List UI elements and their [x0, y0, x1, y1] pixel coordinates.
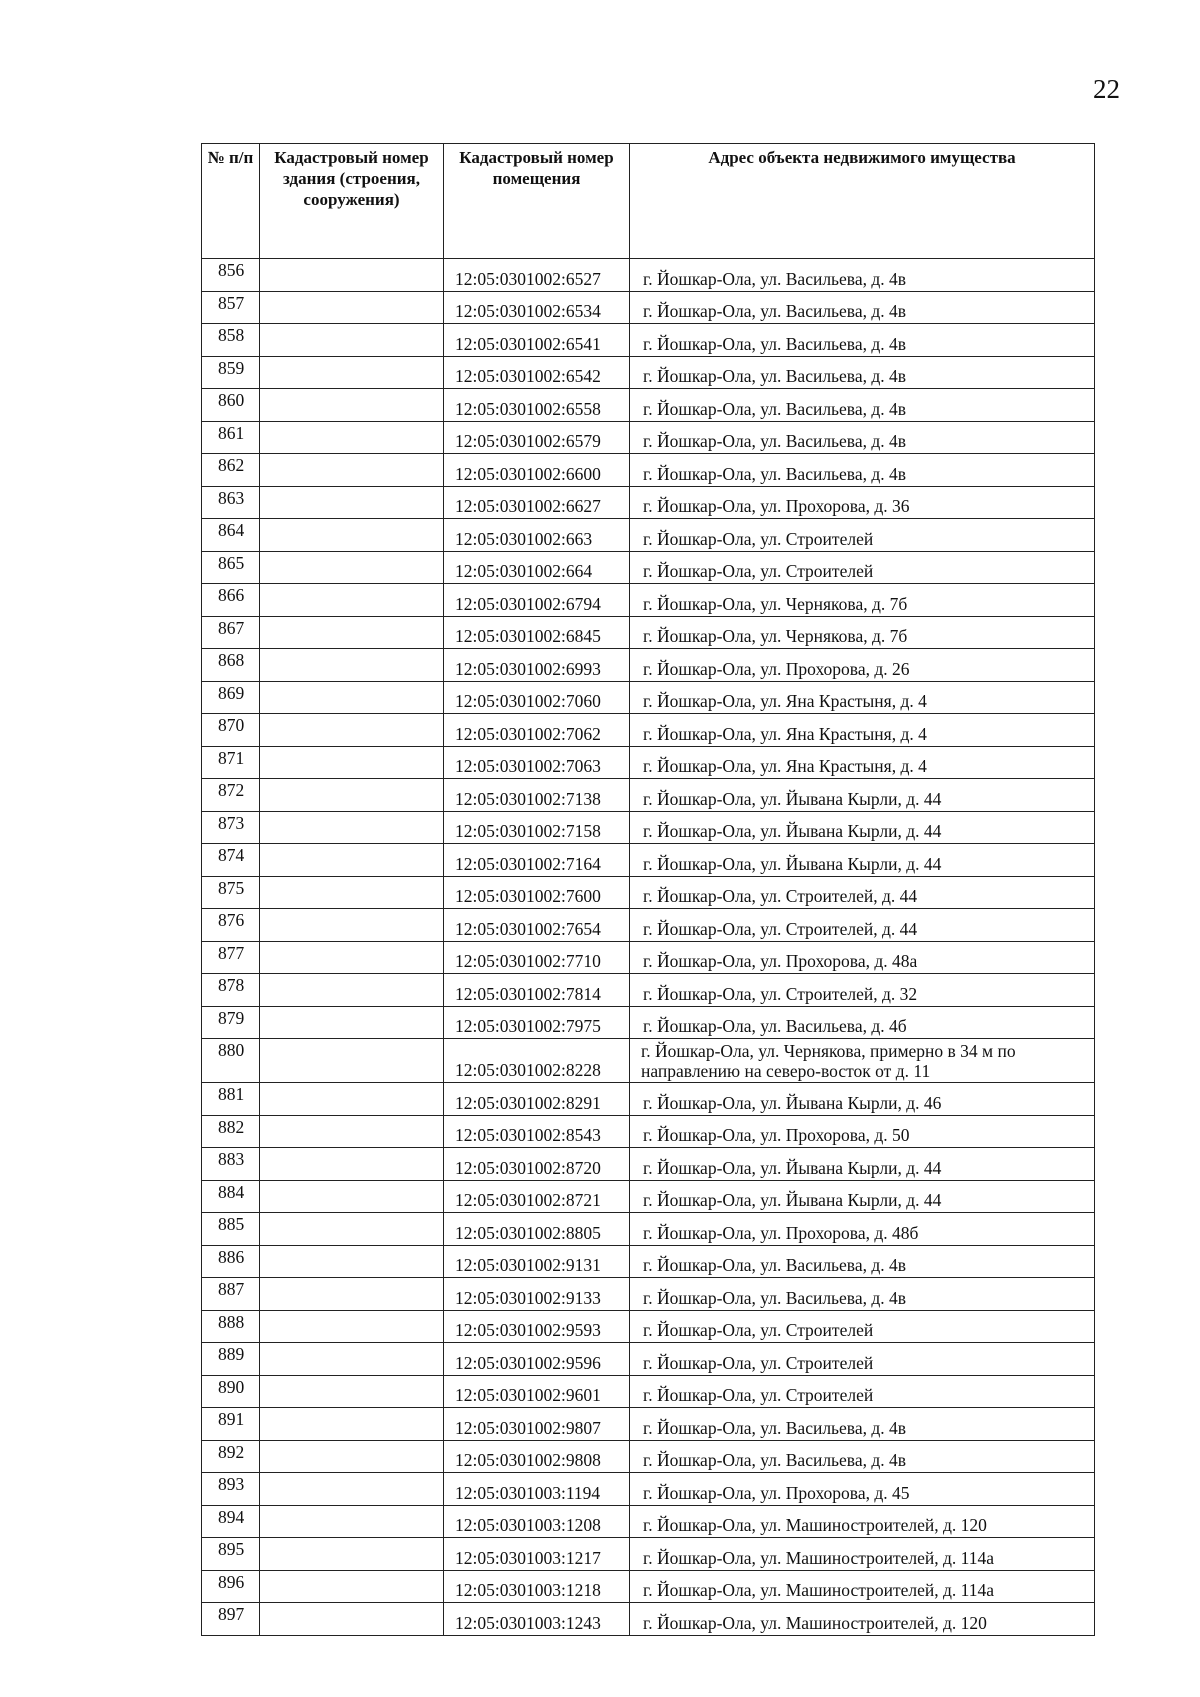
address-cell: г. Йошкар-Ола, ул. Строителей [630, 1343, 1095, 1376]
address-cell: г. Йошкар-Ола, ул. Прохорова, д. 26 [630, 649, 1095, 682]
table-row [202, 1310, 1095, 1343]
building-cadastral-cell [260, 909, 444, 942]
premises-cadastral-cell: 12:05:0301002:6627 [444, 486, 630, 519]
row-number: 869 [202, 681, 260, 714]
building-cadastral-cell [260, 1505, 444, 1538]
table-row [202, 1006, 1095, 1039]
address-cell: г. Йошкар-Ола, ул. Васильева, д. 4в [630, 1278, 1095, 1311]
address-cell: г. Йошкар-Ола, ул. Васильева, д. 4в [630, 1440, 1095, 1473]
header-num: № п/п [202, 144, 260, 259]
table-row [202, 941, 1095, 974]
table-row [202, 1180, 1095, 1213]
address-cell: г. Йошкар-Ола, ул. Васильева, д. 4б [630, 1006, 1095, 1039]
table-row [202, 844, 1095, 877]
premises-cadastral-cell: 12:05:0301002:9131 [444, 1245, 630, 1278]
building-cadastral-cell [260, 1245, 444, 1278]
building-cadastral-cell [260, 1375, 444, 1408]
building-cadastral-cell [260, 1039, 444, 1083]
building-cadastral-cell [260, 551, 444, 584]
address-cell: г. Йошкар-Ола, ул. Яна Крастыня, д. 4 [630, 746, 1095, 779]
table-body [202, 259, 1095, 1636]
building-cadastral-cell [260, 1310, 444, 1343]
building-cadastral-cell [260, 584, 444, 617]
row-number: 876 [202, 909, 260, 942]
address-cell: г. Йошкар-Ола, ул. Васильева, д. 4в [630, 389, 1095, 422]
premises-cadastral-cell: 12:05:0301002:663 [444, 519, 630, 552]
address-cell: г. Йошкар-Ола, ул. Йывана Кырли, д. 44 [630, 779, 1095, 812]
address-cell: г. Йошкар-Ола, ул. Прохорова, д. 50 [630, 1115, 1095, 1148]
row-number: 889 [202, 1343, 260, 1376]
row-number: 864 [202, 519, 260, 552]
address-cell: г. Йошкар-Ола, ул. Прохорова, д. 48б [630, 1213, 1095, 1246]
header-address: Адрес объекта недвижимого имущества [630, 144, 1095, 259]
address-cell: г. Йошкар-Ола, ул. Строителей [630, 1310, 1095, 1343]
premises-cadastral-cell: 12:05:0301002:6845 [444, 616, 630, 649]
property-table [201, 143, 1095, 1636]
building-cadastral-cell [260, 486, 444, 519]
row-number: 865 [202, 551, 260, 584]
address-cell: г. Йошкар-Ола, ул. Йывана Кырли, д. 44 [630, 1148, 1095, 1181]
table-row [202, 1440, 1095, 1473]
address-cell: г. Йошкар-Ола, ул. Васильева, д. 4в [630, 259, 1095, 292]
table-row [202, 1505, 1095, 1538]
row-number: 862 [202, 454, 260, 487]
premises-cadastral-cell: 12:05:0301002:7814 [444, 974, 630, 1007]
address-cell: г. Йошкар-Ола, ул. Машиностроителей, д. 114а [630, 1538, 1095, 1571]
table-row [202, 779, 1095, 812]
building-cadastral-cell [260, 1083, 444, 1116]
table-row [202, 909, 1095, 942]
building-cadastral-cell [260, 616, 444, 649]
row-number: 888 [202, 1310, 260, 1343]
table-row [202, 421, 1095, 454]
table-row [202, 616, 1095, 649]
address-cell: г. Йошкар-Ола, ул. Строителей [630, 1375, 1095, 1408]
address-cell: г. Йошкар-Ола, ул. Строителей [630, 551, 1095, 584]
premises-cadastral-cell: 12:05:0301002:7063 [444, 746, 630, 779]
premises-cadastral-cell: 12:05:0301002:6542 [444, 356, 630, 389]
address-cell: г. Йошкар-Ола, ул. Васильева, д. 4в [630, 454, 1095, 487]
building-cadastral-cell [260, 649, 444, 682]
table-row [202, 1245, 1095, 1278]
address-cell: г. Йошкар-Ола, ул. Строителей [630, 519, 1095, 552]
table-row [202, 291, 1095, 324]
building-cadastral-cell [260, 1180, 444, 1213]
address-cell: г. Йошкар-Ола, ул. Яна Крастыня, д. 4 [630, 714, 1095, 747]
address-cell: г. Йошкар-Ола, ул. Йывана Кырли, д. 44 [630, 1180, 1095, 1213]
premises-cadastral-cell: 12:05:0301002:8228 [444, 1039, 630, 1083]
row-number: 892 [202, 1440, 260, 1473]
row-number: 856 [202, 259, 260, 292]
premises-cadastral-cell: 12:05:0301002:7600 [444, 876, 630, 909]
row-number: 880 [202, 1039, 260, 1083]
table-row [202, 1473, 1095, 1506]
table-header-row [202, 144, 1095, 259]
table-row [202, 1213, 1095, 1246]
row-number: 882 [202, 1115, 260, 1148]
table-row [202, 876, 1095, 909]
premises-cadastral-cell: 12:05:0301003:1208 [444, 1505, 630, 1538]
row-number: 885 [202, 1213, 260, 1246]
row-number: 878 [202, 974, 260, 1007]
row-number: 884 [202, 1180, 260, 1213]
address-cell: г. Йошкар-Ола, ул. Машиностроителей, д. 120 [630, 1603, 1095, 1636]
premises-cadastral-cell: 12:05:0301002:7158 [444, 811, 630, 844]
building-cadastral-cell [260, 454, 444, 487]
table-row [202, 519, 1095, 552]
premises-cadastral-cell: 12:05:0301003:1217 [444, 1538, 630, 1571]
premises-cadastral-cell: 12:05:0301002:7164 [444, 844, 630, 877]
table-row [202, 389, 1095, 422]
building-cadastral-cell [260, 779, 444, 812]
table-row [202, 551, 1095, 584]
building-cadastral-cell [260, 974, 444, 1007]
address-cell: г. Йошкар-Ола, ул. Васильева, д. 4в [630, 356, 1095, 389]
premises-cadastral-cell: 12:05:0301002:6579 [444, 421, 630, 454]
building-cadastral-cell [260, 356, 444, 389]
address-cell: г. Йошкар-Ола, ул. Машиностроителей, д. 120 [630, 1505, 1095, 1538]
table-row [202, 1115, 1095, 1148]
address-cell: г. Йошкар-Ола, ул. Васильева, д. 4в [630, 291, 1095, 324]
row-number: 883 [202, 1148, 260, 1181]
premises-cadastral-cell: 12:05:0301002:7138 [444, 779, 630, 812]
row-number: 874 [202, 844, 260, 877]
header-building-cadastral: Кадастровый номер здания (строения, сооружения) [260, 144, 444, 259]
table-row [202, 324, 1095, 357]
row-number: 881 [202, 1083, 260, 1116]
building-cadastral-cell [260, 1278, 444, 1311]
building-cadastral-cell [260, 1603, 444, 1636]
premises-cadastral-cell: 12:05:0301002:7060 [444, 681, 630, 714]
building-cadastral-cell [260, 714, 444, 747]
building-cadastral-cell [260, 876, 444, 909]
premises-cadastral-cell: 12:05:0301002:6558 [444, 389, 630, 422]
premises-cadastral-cell: 12:05:0301002:8805 [444, 1213, 630, 1246]
row-number: 877 [202, 941, 260, 974]
row-number: 895 [202, 1538, 260, 1571]
page-number: 22 [1093, 74, 1120, 104]
table-row [202, 1538, 1095, 1571]
building-cadastral-cell [260, 1408, 444, 1441]
premises-cadastral-cell: 12:05:0301002:9601 [444, 1375, 630, 1408]
table-row [202, 486, 1095, 519]
table-row [202, 259, 1095, 292]
table-row [202, 1375, 1095, 1408]
premises-cadastral-cell: 12:05:0301002:6794 [444, 584, 630, 617]
row-number: 896 [202, 1570, 260, 1603]
table-row [202, 584, 1095, 617]
row-number: 863 [202, 486, 260, 519]
table-row [202, 1039, 1095, 1083]
row-number: 879 [202, 1006, 260, 1039]
row-number: 860 [202, 389, 260, 422]
row-number: 897 [202, 1603, 260, 1636]
building-cadastral-cell [260, 519, 444, 552]
building-cadastral-cell [260, 324, 444, 357]
building-cadastral-cell [260, 1570, 444, 1603]
row-number: 875 [202, 876, 260, 909]
table-row [202, 811, 1095, 844]
premises-cadastral-cell: 12:05:0301002:6993 [444, 649, 630, 682]
row-number: 868 [202, 649, 260, 682]
premises-cadastral-cell: 12:05:0301002:8543 [444, 1115, 630, 1148]
table-row [202, 454, 1095, 487]
building-cadastral-cell [260, 1343, 444, 1376]
premises-cadastral-cell: 12:05:0301002:9807 [444, 1408, 630, 1441]
premises-cadastral-cell: 12:05:0301002:6527 [444, 259, 630, 292]
row-number: 859 [202, 356, 260, 389]
building-cadastral-cell [260, 1148, 444, 1181]
address-cell: г. Йошкар-Ола, ул. Строителей, д. 44 [630, 876, 1095, 909]
row-number: 887 [202, 1278, 260, 1311]
table-row [202, 681, 1095, 714]
address-cell: г. Йошкар-Ола, ул. Васильева, д. 4в [630, 1245, 1095, 1278]
table-row [202, 1148, 1095, 1181]
row-number: 871 [202, 746, 260, 779]
building-cadastral-cell [260, 421, 444, 454]
address-cell: г. Йошкар-Ола, ул. Йывана Кырли, д. 44 [630, 811, 1095, 844]
building-cadastral-cell [260, 1115, 444, 1148]
row-number: 872 [202, 779, 260, 812]
row-number: 873 [202, 811, 260, 844]
premises-cadastral-cell: 12:05:0301003:1194 [444, 1473, 630, 1506]
building-cadastral-cell [260, 681, 444, 714]
table-row [202, 1083, 1095, 1116]
building-cadastral-cell [260, 746, 444, 779]
premises-cadastral-cell: 12:05:0301002:6600 [444, 454, 630, 487]
building-cadastral-cell [260, 1538, 444, 1571]
address-cell: г. Йошкар-Ола, ул. Машиностроителей, д. 114а [630, 1570, 1095, 1603]
premises-cadastral-cell: 12:05:0301002:8291 [444, 1083, 630, 1116]
address-cell: г. Йошкар-Ола, ул. Васильева, д. 4в [630, 421, 1095, 454]
premises-cadastral-cell: 12:05:0301002:9808 [444, 1440, 630, 1473]
table-row [202, 746, 1095, 779]
premises-cadastral-cell: 12:05:0301002:8720 [444, 1148, 630, 1181]
premises-cadastral-cell: 12:05:0301003:1218 [444, 1570, 630, 1603]
address-cell: г. Йошкар-Ола, ул. Чернякова, д. 7б [630, 616, 1095, 649]
building-cadastral-cell [260, 1440, 444, 1473]
row-number: 890 [202, 1375, 260, 1408]
row-number: 886 [202, 1245, 260, 1278]
premises-cadastral-cell: 12:05:0301002:7654 [444, 909, 630, 942]
table-row [202, 1603, 1095, 1636]
table-row [202, 974, 1095, 1007]
table-row [202, 1343, 1095, 1376]
premises-cadastral-cell: 12:05:0301002:7062 [444, 714, 630, 747]
building-cadastral-cell [260, 1473, 444, 1506]
row-number: 866 [202, 584, 260, 617]
row-number: 870 [202, 714, 260, 747]
address-cell: г. Йошкар-Ола, ул. Прохорова, д. 45 [630, 1473, 1095, 1506]
address-cell: г. Йошкар-Ола, ул. Йывана Кырли, д. 44 [630, 844, 1095, 877]
header-premises-cadastral: Кадастровый номер помещения [444, 144, 630, 259]
row-number: 857 [202, 291, 260, 324]
premises-cadastral-cell: 12:05:0301002:6541 [444, 324, 630, 357]
address-cell: г. Йошкар-Ола, ул. Йывана Кырли, д. 46 [630, 1083, 1095, 1116]
table-row [202, 1570, 1095, 1603]
premises-cadastral-cell: 12:05:0301002:9596 [444, 1343, 630, 1376]
address-cell: г. Йошкар-Ола, ул. Яна Крастыня, д. 4 [630, 681, 1095, 714]
row-number: 861 [202, 421, 260, 454]
building-cadastral-cell [260, 259, 444, 292]
premises-cadastral-cell: 12:05:0301002:9593 [444, 1310, 630, 1343]
table-row [202, 1278, 1095, 1311]
address-cell: г. Йошкар-Ола, ул. Строителей, д. 44 [630, 909, 1095, 942]
premises-cadastral-cell: 12:05:0301002:7710 [444, 941, 630, 974]
address-cell: г. Йошкар-Ола, ул. Васильева, д. 4в [630, 1408, 1095, 1441]
premises-cadastral-cell: 12:05:0301003:1243 [444, 1603, 630, 1636]
premises-cadastral-cell: 12:05:0301002:664 [444, 551, 630, 584]
row-number: 891 [202, 1408, 260, 1441]
building-cadastral-cell [260, 291, 444, 324]
row-number: 867 [202, 616, 260, 649]
table-row [202, 649, 1095, 682]
building-cadastral-cell [260, 389, 444, 422]
row-number: 858 [202, 324, 260, 357]
row-number: 894 [202, 1505, 260, 1538]
premises-cadastral-cell: 12:05:0301002:9133 [444, 1278, 630, 1311]
table-row [202, 1408, 1095, 1441]
table-row [202, 356, 1095, 389]
row-number: 893 [202, 1473, 260, 1506]
premises-cadastral-cell: 12:05:0301002:8721 [444, 1180, 630, 1213]
premises-cadastral-cell: 12:05:0301002:7975 [444, 1006, 630, 1039]
address-cell: г. Йошкар-Ола, ул. Строителей, д. 32 [630, 974, 1095, 1007]
table-row [202, 714, 1095, 747]
address-cell: г. Йошкар-Ола, ул. Чернякова, примерно в 34 м по направлению на северо-восток от д. 11 [630, 1039, 1095, 1083]
premises-cadastral-cell: 12:05:0301002:6534 [444, 291, 630, 324]
building-cadastral-cell [260, 941, 444, 974]
building-cadastral-cell [260, 844, 444, 877]
address-cell: г. Йошкар-Ола, ул. Васильева, д. 4в [630, 324, 1095, 357]
address-cell: г. Йошкар-Ола, ул. Прохорова, д. 36 [630, 486, 1095, 519]
building-cadastral-cell [260, 1213, 444, 1246]
building-cadastral-cell [260, 811, 444, 844]
building-cadastral-cell [260, 1006, 444, 1039]
address-cell: г. Йошкар-Ола, ул. Прохорова, д. 48а [630, 941, 1095, 974]
address-cell: г. Йошкар-Ола, ул. Чернякова, д. 7б [630, 584, 1095, 617]
